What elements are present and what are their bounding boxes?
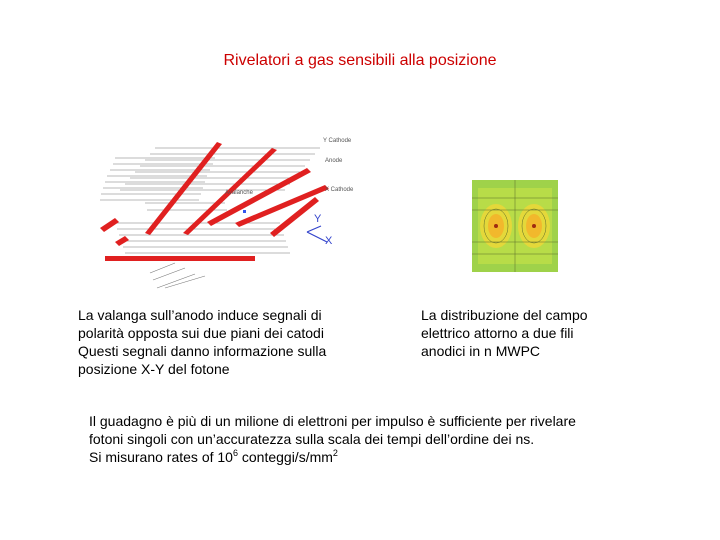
- electric-field-map: [472, 180, 558, 272]
- caption-field: [421, 306, 651, 360]
- exponent: 6: [232, 448, 238, 458]
- caption-avalanche: [78, 306, 378, 378]
- caption-line: anodici in n MWPC: [421, 343, 541, 359]
- anode-label: Anode: [325, 158, 343, 164]
- y-cathode-label: Y Cathode: [323, 138, 352, 144]
- mwpc-planes-diagram: [95, 128, 365, 290]
- paragraph-line-rates: [89, 448, 699, 466]
- rates-unit: conteggi/s/mm: [237, 449, 333, 465]
- avalanche-label: Avalanche: [225, 190, 253, 196]
- gain-paragraph: [89, 412, 699, 466]
- caption-line: La valanga sull’anodo induce segnali di: [78, 307, 322, 323]
- slide-title: Rivelatori a gas sensibili alla posizione: [223, 52, 497, 69]
- caption-line: elettrico attorno a due fili: [421, 325, 574, 341]
- x-cathode-label: X Cathode: [325, 187, 354, 193]
- paragraph-line: Il guadagno è più di un milione di elettroni per impulso è sufficiente per rivelare: [89, 413, 576, 429]
- exponent: 2: [332, 448, 338, 458]
- y-axis-label: Y: [314, 213, 322, 225]
- caption-line: polarità opposta sui due piani dei catodi: [78, 325, 324, 341]
- x-axis-label: X: [325, 235, 333, 247]
- rates-prefix: Si misurano rates of 10: [89, 449, 233, 465]
- paragraph-line: fotoni singoli con un’accuratezza sulla scala dei tempi dell’ordine dei ns.: [89, 431, 535, 447]
- caption-line: La distribuzione del campo: [421, 307, 588, 323]
- caption-line: Questi segnali danno informazione sulla: [78, 343, 327, 359]
- caption-line: posizione X-Y del fotone: [78, 361, 230, 377]
